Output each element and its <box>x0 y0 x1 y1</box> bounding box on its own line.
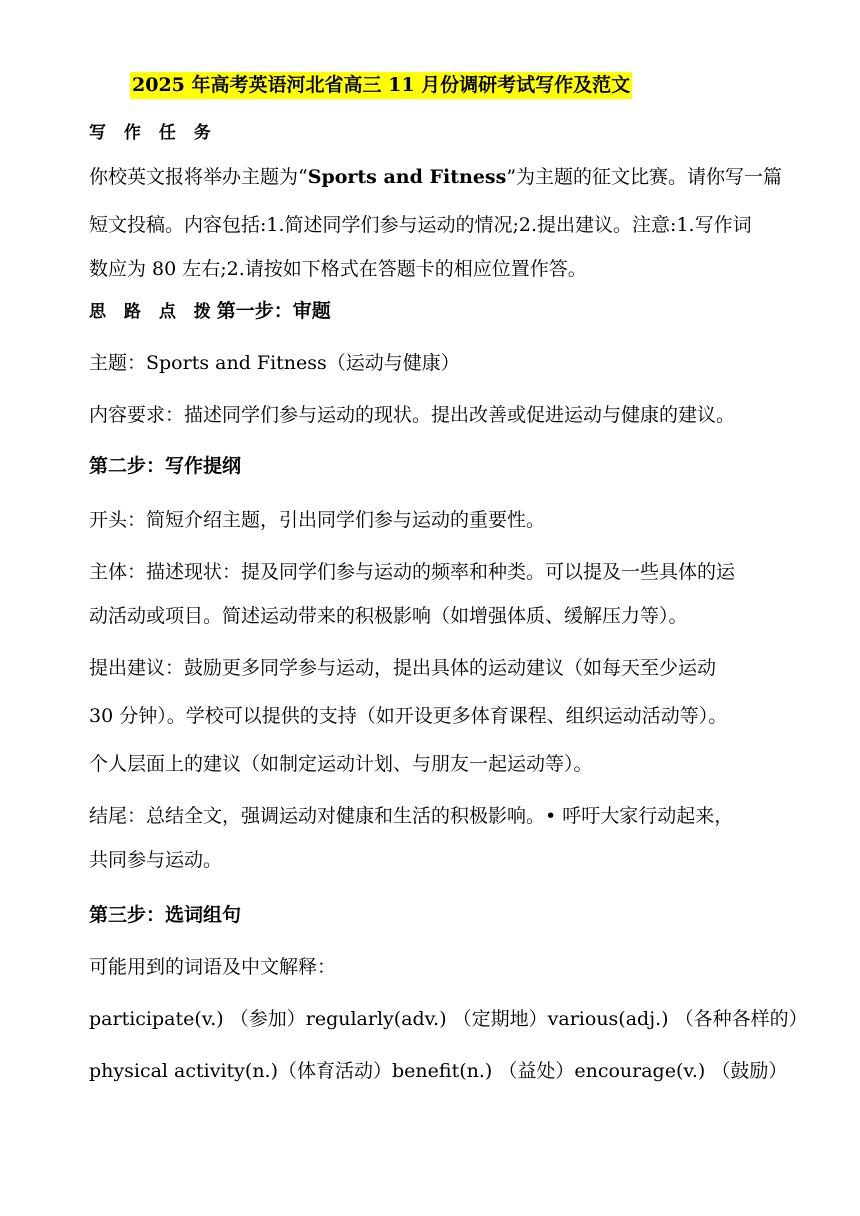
topic-line: 主题：Sports and Fitness（运动与健康） <box>89 352 460 374</box>
content-requirement-line: 内容要求：描述同学们参与运动的现状。提出改善或促进运动与健康的建议。 <box>89 404 736 426</box>
outline-line-4: 提出建议：鼓励更多同学参与运动，提出具体的运动建议（如每天至少运动 <box>89 657 717 679</box>
vocab-line-2: physical activity(n.)（体育活动）benefit(n.) （益处）encourage(v.) （鼓励） <box>89 1060 788 1082</box>
outline-line-5: 30 分钟）。学校可以提供的支持（如开设更多体育课程、组织运动活动等）。 <box>89 705 728 727</box>
document-title: 2025 年高考英语河北省高三 11 月份调研考试写作及范文 <box>130 72 632 99</box>
vocab-line-1: participate(v.) （参加）regularly(adv.) （定期地）various(adj.) （各种各样的） <box>89 1008 808 1030</box>
task-line-1 <box>89 164 782 190</box>
task-line-3: 数应为 80 左右;2.请按如下格式在答题卡的相应位置作答。 <box>89 258 587 280</box>
theme-phrase: Sports and Fitness <box>307 166 507 188</box>
outline-line-6: 个人层面上的建议（如制定运动计划、与朋友一起运动等）。 <box>89 753 593 775</box>
task-text-1: 你校英文报将举办主题为“Sports and Fitness”为主题的征文比赛。请你写一篇 <box>89 166 783 188</box>
outline-line-7: 结尾：总结全文，强调运动对健康和生活的积极影响。• 呼吁大家行动起来， <box>89 805 734 827</box>
outline-line-8: 共同参与运动。 <box>89 849 223 871</box>
hint-heading <box>89 298 331 325</box>
step2-heading: 第二步：写作提纲 <box>89 455 242 477</box>
outline-line-1: 开头：简短介绍主题，引出同学们参与运动的重要性。 <box>89 509 546 531</box>
step3-heading: 第三步：选词组句 <box>89 904 242 926</box>
hint-label: 思 路 点 拨 <box>89 302 217 322</box>
vocab-intro: 可能用到的词语及中文解释： <box>89 956 337 978</box>
step1-heading: 第一步：审题 <box>216 300 331 322</box>
task-line-2: 短文投稿。内容包括:1.简述同学们参与运动的情况;2.提出建议。注意:1.写作词 <box>89 214 752 236</box>
outline-line-3: 动活动或项目。简述运动带来的积极影响（如增强体质、缓解压力等）。 <box>89 605 688 627</box>
section-heading-writing-task: 写 作 任 务 <box>89 123 217 143</box>
outline-line-2: 主体：描述现状：提及同学们参与运动的频率和种类。可以提及一些具体的运 <box>89 561 736 583</box>
